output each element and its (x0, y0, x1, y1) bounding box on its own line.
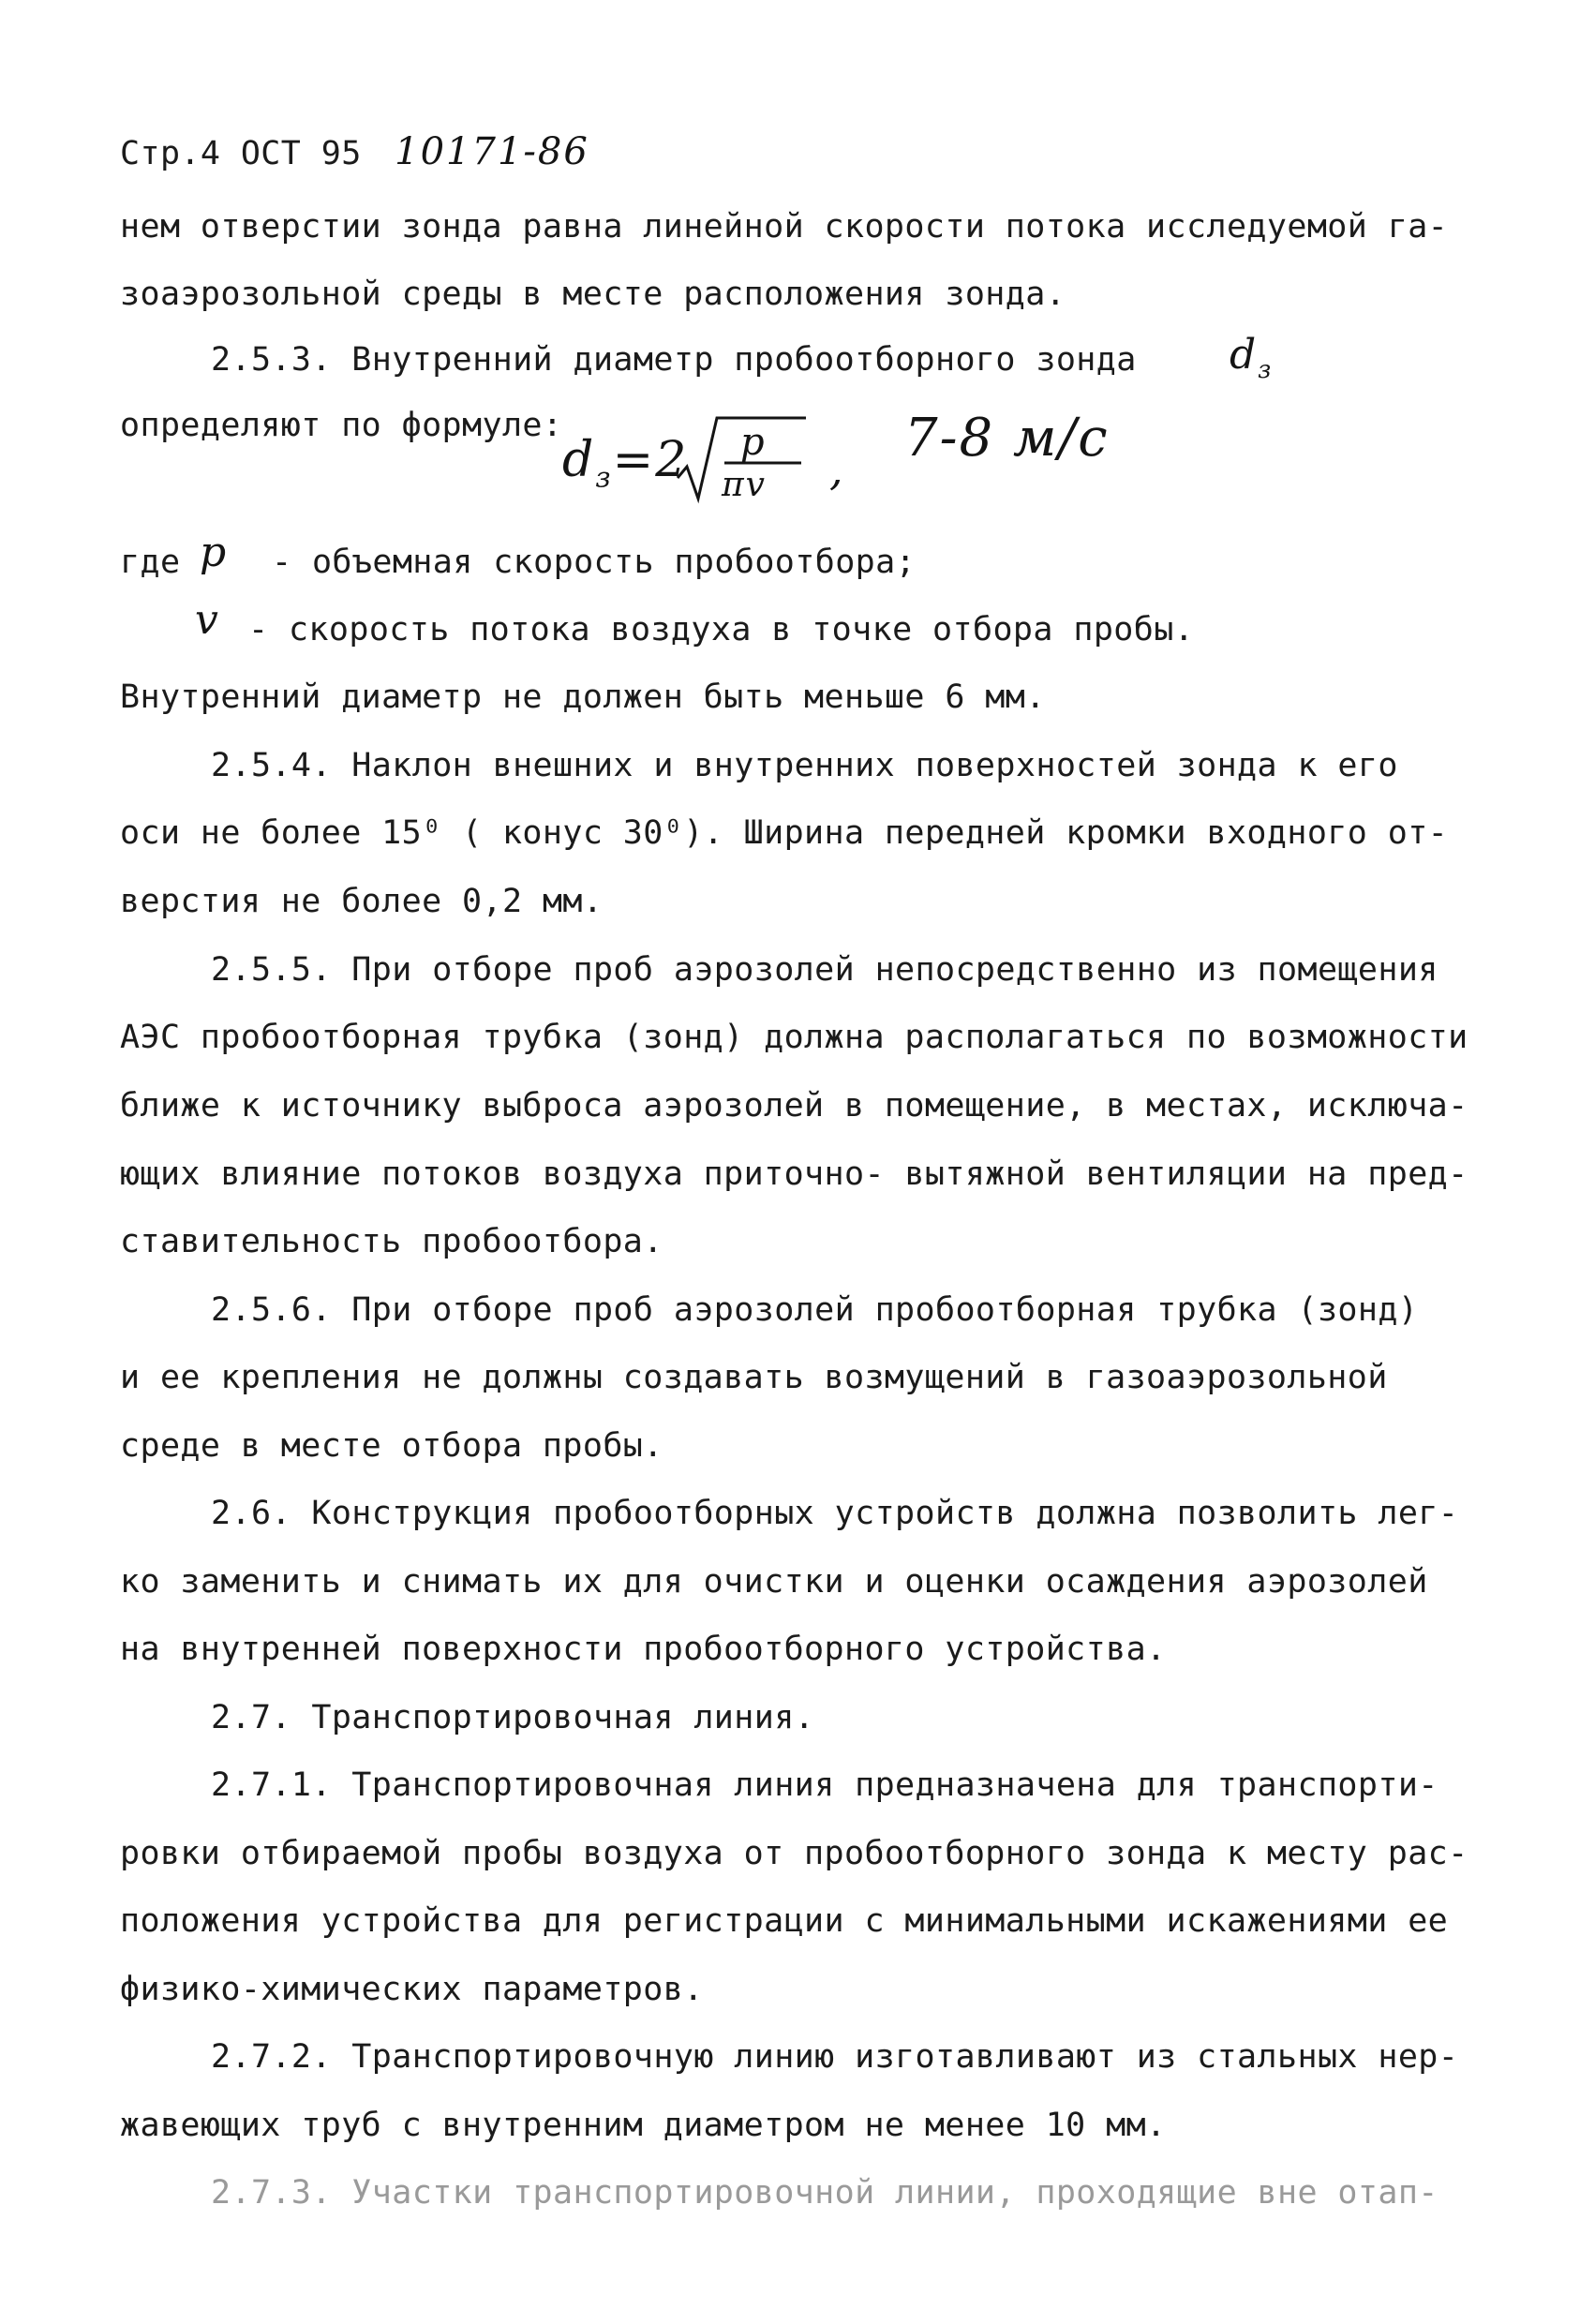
text-line-20: 2.7.1. Транспортировочная линия предназначена для транспорти- (211, 1766, 1438, 1804)
header-document-number: 10171-86 (395, 130, 589, 173)
text-line-4: определяют по формуле: (120, 407, 563, 444)
symbol-v: v (195, 596, 220, 644)
text-line-15: и ее крепления не должны создавать возмущений в газоаэрозольной (120, 1359, 1388, 1396)
text-line-21: ровки отбираемой пробы воздуха от пробоотборного зонда к месту рас- (120, 1835, 1468, 1872)
symbol-d-z (1230, 331, 1274, 384)
text-line-p-definition: - объемная скорость пробоотбора; (272, 544, 917, 581)
where-label: где (120, 544, 181, 581)
formula-numerator: p (740, 421, 767, 464)
text-line-14: 2.5.6. При отборе проб аэрозолей пробоотборная трубка (зонд) (211, 1291, 1419, 1329)
text-line-11: ближе к источнику выброса аэрозолей в помещение, в местах, исключа- (120, 1087, 1468, 1125)
symbol-d-subscript: з (1258, 355, 1274, 384)
section-heading-2-7: 2.7. Транспортировочная линия. (211, 1699, 815, 1736)
text-line-6: 2.5.4. Наклон внешних и внутренних поверхностей зонда к его (211, 747, 1398, 784)
text-line-23: физико-химических параметров. (120, 1971, 704, 2008)
text-line-3: 2.5.3. Внутренний диаметр пробоотборного зонда (211, 341, 1137, 379)
text-line-25: жавеющих труб с внутренним диаметром не менее 10 мм. (120, 2107, 1167, 2144)
text-line-8: верстия не более 0,2 мм. (120, 883, 604, 920)
text-line-22: положения устройства для регистрации с минимальными искажениями ее (120, 1902, 1449, 1940)
formula-denominator: πv (722, 466, 767, 504)
text-line-1: нем отверстии зонда равна линейной скорости потока исследуемой га- (120, 208, 1449, 246)
text-line-5: Внутренний диаметр не должен быть меньше 6 мм. (120, 678, 1046, 716)
text-line-9: 2.5.5. При отборе проб аэрозолей непосредственно из помещения (211, 951, 1438, 989)
header-prefix: Стр.4 ОСТ 95 (120, 135, 362, 172)
text-line-10: АЭС пробоотборная трубка (зонд) должна располагаться по возможности (120, 1019, 1468, 1056)
symbol-d: d (1230, 331, 1259, 379)
text-line-12: ющих влияние потоков воздуха приточно- вытяжной вентиляции на пред- (120, 1155, 1468, 1193)
symbol-p: p (200, 529, 229, 576)
text-line-v-definition: - скорость потока воздуха в точке отбора пробы. (248, 611, 1195, 648)
text-line-26: 2.7.3. Участки транспортировочной линии, проходящие вне отап- (211, 2174, 1438, 2212)
page-header (120, 130, 589, 173)
formula-equals: =2 (612, 432, 689, 488)
text-line-19: на внутренней поверхности пробоотборного устройства. (120, 1631, 1167, 1668)
text-line-17: 2.6. Конструкция пробоотборных устройств должна позволить лег- (211, 1495, 1459, 1532)
formula-note: 7-8 м/с (904, 408, 1110, 469)
text-line-24: 2.7.2. Транспортировочную линию изготавливают из стальных нер- (211, 2038, 1459, 2076)
text-line-13: ставительность пробоотбора. (120, 1223, 663, 1260)
text-line-2: зоаэрозольной среды в месте расположения зонда. (120, 276, 1066, 313)
text-line-7: оси не более 15⁰ ( конус 30⁰). Ширина передней кромки входного от- (120, 814, 1449, 852)
text-line-18: ко заменить и снимать их для очистки и оценки осаждения аэрозолей (120, 1563, 1428, 1601)
formula-lhs-d: d (562, 432, 596, 488)
formula-lhs-subscript: з (595, 461, 613, 495)
formula-comma: , (829, 444, 845, 495)
text-line-16: среде в месте отбора пробы. (120, 1427, 663, 1465)
